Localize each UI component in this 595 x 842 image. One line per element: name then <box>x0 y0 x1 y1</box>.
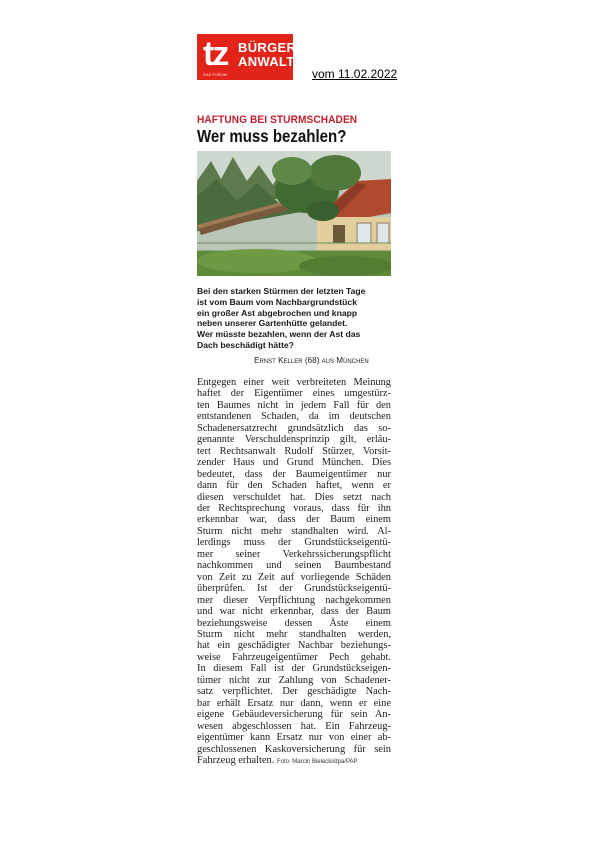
logo-subtitle: DAS FORUM <box>203 72 227 77</box>
body-line: der Rechtsprechung voraus, dass für ihn <box>197 502 391 514</box>
body-line: bar erhält Ersatz nur dann, wenn er eine <box>197 697 391 709</box>
body-last-line <box>197 755 391 768</box>
body-line: Sturm nicht mehr standhalten wird. Al- <box>197 525 391 537</box>
body-line: beziehungsweise dessen Äste einem <box>197 617 391 629</box>
body-line: satz verpflichtet. Der geschädigte Nach- <box>197 686 391 698</box>
body-line: ten Baumes nicht in jedem Fall für den <box>197 399 391 411</box>
storm-damage-photo <box>197 151 391 276</box>
body-line: erkennbar war, dass der Baum einem <box>197 514 391 526</box>
body-line: dann für den Schaden haftet, wenn er <box>197 480 391 492</box>
body-line: und war nicht erkennbar, dass der Baum <box>197 606 391 618</box>
body-line: weise Fahrzeugeigentümer Pech gehabt. <box>197 651 391 663</box>
question-line: ist vom Baum vom Nachbargrundstück <box>197 296 357 307</box>
question-line: Dach beschädigt hätte? <box>197 339 294 350</box>
body-line: Sturm nicht mehr standhalten werden, <box>197 628 391 640</box>
body-line: nachkommen und seinen Baumbestand <box>197 560 391 572</box>
logo-line-1: BÜRGER <box>238 40 297 55</box>
reader-signature: Ernst Keller (68) aus München <box>254 356 369 365</box>
body-line: entstandenen Schaden, da im deutschen <box>197 411 391 423</box>
body-line: zender Haus und Grund München. Dies <box>197 457 391 469</box>
body-line: geschlossenen Kaskoversicherung für sein <box>197 743 391 755</box>
article-kicker: HAFTUNG BEI STURMSCHADEN <box>197 114 358 126</box>
body-line: bedeutet, dass der Baumeigentümer nur <box>197 468 391 480</box>
body-line: diesen verschuldet hat. Dies setzt nach <box>197 491 391 503</box>
body-line: mer seiner Verkehrssicherungspflicht <box>197 548 391 560</box>
article-headline: Wer muss bezahlen? <box>197 126 347 146</box>
body-line: eigene Gebäudeversicherung für sein An- <box>197 709 391 721</box>
publication-date: vom 11.02.2022 <box>312 67 398 81</box>
body-line: wesen abgeschlossen hat. Ein Fahrzeug- <box>197 720 391 732</box>
body-line: mer dieser Verpflichtung nachgekommen <box>197 594 391 606</box>
logo-mark: tz <box>203 35 228 73</box>
body-line: hat ein geschädigter Nachbar beziehungs- <box>197 640 391 652</box>
body-line: Schadenersatzrecht grundsätzlich das so- <box>197 422 391 434</box>
photo-credit: Foto: Marcin Bielecki/dpa/PAP <box>276 758 358 765</box>
tz-buergeranwalt-logo <box>197 34 297 80</box>
body-line: lerdings muss der Grundstückseigentü- <box>197 537 391 549</box>
body-line: haftet der Eigentümer eines umgestürz- <box>197 388 391 400</box>
body-line: tümer nicht zur Zahlung von Schadener- <box>197 674 391 686</box>
body-line: überprüfen. Ist der Grundstückseigentü- <box>197 583 391 595</box>
body-line: von Zeit zu Zeit auf vorliegende Schäden <box>197 571 391 583</box>
body-line: eigentümer kann Ersatz nur von einer ab- <box>197 732 391 744</box>
logo-line-2: ANWALT <box>238 54 295 69</box>
body-line: tert Rechtsanwalt Rudolf Stürzer, Vorsit- <box>197 445 391 457</box>
question-line: ein großer Ast abgebrochen und knapp <box>197 307 358 318</box>
body-line: In diesem Fall ist der Grundstückseigen- <box>197 663 391 675</box>
question-line: Wer müsste bezahlen, wenn der Ast das <box>197 329 361 340</box>
question-line: Bei den starken Stürmen der letzten Tage <box>197 286 366 296</box>
question-line: neben unserer Gartenhütte gelandet. <box>197 318 348 329</box>
body-last-text: Fahrzeug erhalten. <box>197 754 275 766</box>
article-body <box>197 377 391 768</box>
body-line: genannte Verschuldensprinzip gilt, erläu- <box>197 434 391 446</box>
reader-question <box>197 286 391 351</box>
body-line: Entgegen einer weit verbreiteten Meinung <box>197 377 391 388</box>
